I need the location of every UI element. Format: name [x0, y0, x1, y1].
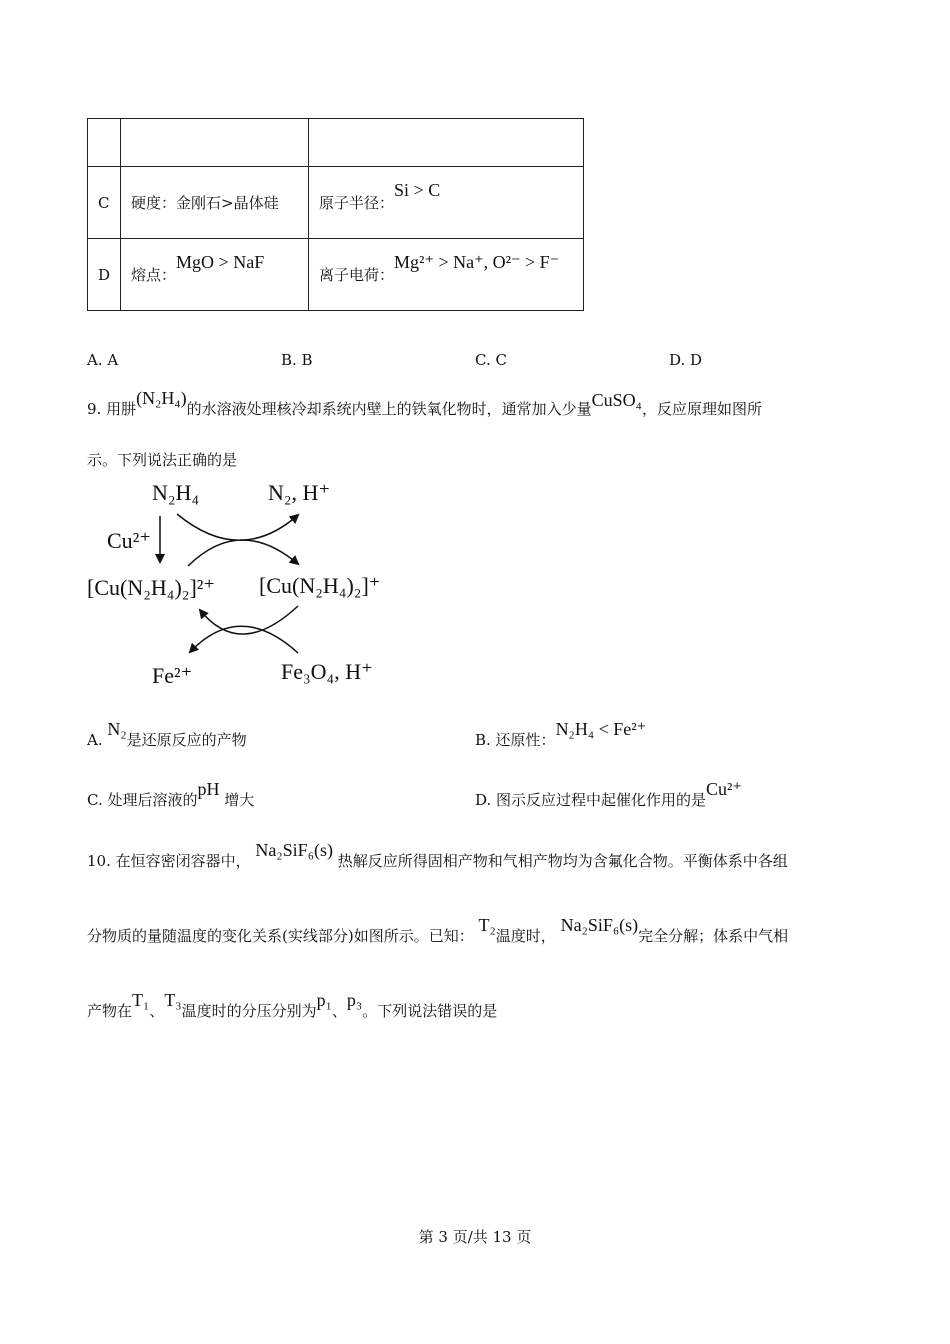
q9-text: 9. 用肼 — [87, 400, 137, 418]
choice-b[interactable]: B. B — [281, 351, 313, 369]
page-footer: 第 3 页/共 13 页 — [418, 1228, 532, 1246]
cell-formula: MgO > NaF — [176, 252, 265, 272]
q9-option-c[interactable] — [87, 779, 255, 810]
formula-n2h4: (N₂H₄) — [136, 388, 187, 408]
option-prefix: B. 还原性： — [475, 731, 556, 749]
cell-text: 原子半径： — [319, 194, 395, 212]
label-n2-h: N₂, H⁺ — [268, 480, 331, 505]
q10-text: 分物质的量随温度的变化关系(实线部分)如图所示。已知： — [87, 927, 474, 945]
cell-text: 离子电荷： — [319, 266, 395, 284]
separator: 、 — [331, 1002, 347, 1020]
symbol-p1: p₁ — [316, 990, 332, 1010]
choice-d[interactable]: D. D — [669, 351, 703, 369]
formula-cu2: Cu²⁺ — [706, 779, 742, 799]
choice-c[interactable]: C. C — [475, 351, 507, 369]
cell-text: 硬度：金刚石>晶体硅 — [131, 194, 279, 212]
symbol-t3: T₃ — [164, 990, 182, 1010]
q10-text: 产物在 — [87, 1002, 133, 1020]
return-arrow — [200, 606, 298, 634]
label-fe2: Fe²⁺ — [152, 663, 193, 688]
q10-text: 。下列说法错误的是 — [362, 1002, 498, 1020]
q9-text: 的水溶液处理核冷却系统内壁上的铁氧化物时，通常加入少量 — [186, 400, 592, 418]
row-label: D — [88, 239, 121, 311]
q10-line3 — [87, 990, 498, 1021]
option-text: 增大 — [224, 791, 255, 809]
formula-na2sif6: Na₂SiF₆(s) — [255, 840, 333, 860]
option-prefix: C. 处理后溶液的 — [87, 791, 198, 809]
q10-line1 — [87, 840, 788, 871]
cell-formula: Si > C — [394, 180, 441, 200]
separator: 、 — [149, 1002, 165, 1020]
symbol-p3: p₃ — [346, 990, 363, 1010]
formula-n2: N₂ — [107, 719, 127, 739]
row-label: C — [88, 167, 121, 239]
choice-a[interactable]: A. A — [87, 351, 119, 369]
q10-text: 温度时， — [495, 927, 556, 945]
option-prefix: A. — [87, 731, 103, 749]
formula-cuso4: CuSO₄ — [591, 390, 642, 410]
label-complex-1plus: [Cu(N₂H₄)₂]⁺ — [259, 573, 381, 598]
label-cu2: Cu²⁺ — [107, 528, 151, 553]
option-text: 是还原反应的产物 — [126, 731, 247, 749]
q9-option-b[interactable] — [475, 719, 647, 750]
forward-arrow — [188, 540, 298, 566]
q10-line2 — [87, 915, 789, 946]
q9-option-a[interactable] — [87, 719, 247, 750]
oxidation-arrow — [177, 514, 298, 540]
fe-reduction-arrow — [190, 626, 298, 653]
option-prefix: D. 图示反应过程中起催化作用的是 — [475, 791, 707, 809]
q9-line2: 示。下列说法正确的是 — [87, 451, 238, 469]
q10-text: 完全分解；体系中气相 — [638, 927, 789, 945]
label-complex-2plus: [Cu(N₂H₄)₂]²⁺ — [87, 575, 215, 600]
cell-formula: Mg²⁺ > Na⁺, O²⁻ > F⁻ — [394, 252, 560, 272]
q9-option-d[interactable] — [475, 779, 742, 810]
cell-text: 熔点： — [131, 266, 177, 284]
formula-ph: pH — [197, 779, 220, 799]
label-n2h4: N₂H₄ — [152, 480, 200, 505]
symbol-t1: T₁ — [132, 990, 150, 1010]
label-fe3o4: Fe₃O₄, H⁺ — [281, 659, 373, 684]
formula-na2sif6: Na₂SiF₆(s) — [560, 915, 639, 935]
q10-text: 热解反应所得固相产物和气相产物均为含氟化合物。平衡体系中各组 — [337, 852, 788, 870]
q10-text: 温度时的分压分别为 — [181, 1002, 317, 1020]
q9-text: ，反应原理如图所 — [641, 400, 762, 418]
formula-reducing: N₂H₄ < Fe²⁺ — [555, 719, 647, 739]
q10-text: 10. 在恒容密闭容器中， — [87, 852, 251, 870]
symbol-t2: T₂ — [478, 915, 496, 935]
